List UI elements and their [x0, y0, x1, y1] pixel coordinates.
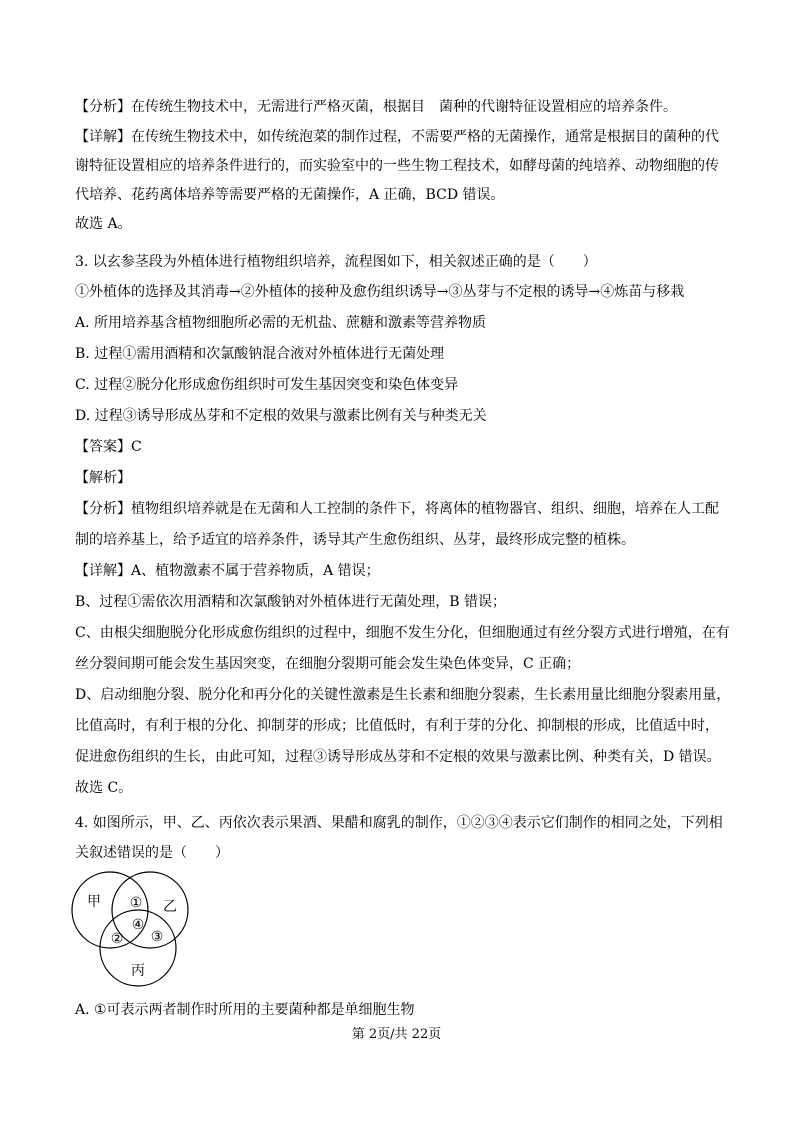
q2-analysis: 【分析】在传统生物技术中，无需进行严格灭菌，根据目 菌种的代谢特征设置相应的培养条件。	[75, 99, 677, 115]
q3-detail-line-7: 促进愈伤组织的生长，由此可知，过程③诱导形成丛芽和不定根的效果与激素比例、种类有关，D 错误。	[75, 749, 721, 765]
q3-answer: 【答案】C	[75, 439, 142, 455]
q3-stem: 3. 以玄参茎段为外植体进行植物组织培养，流程图如下，相关叙述正确的是（ ）	[75, 254, 597, 270]
venn-region-2: ②	[110, 931, 124, 947]
q3-detail-line-3: C、由根尖细胞脱分化形成愈伤组织的过程中，细胞不发生分化，但细胞通过有丝分裂方式进行增殖，在有	[75, 625, 730, 641]
q4-option-a: A. ①可表示两者制作时所用的主要菌种都是单细胞生物	[75, 1002, 415, 1018]
q3-detail-line-6: 比值高时，有利于根的分化、抑制芽的形成；比值低时，有利于芽的分化、抑制根的形成，比值适中时，	[75, 718, 719, 734]
q3-analysis-line-2: 制的培养基上，给予适宜的培养条件，诱导其产生愈伤组织、丛芽，最终形成完整的植株。	[75, 532, 635, 548]
q3-option-d: D. 过程③诱导形成丛芽和不定根的效果与激素比例有关与种类无关	[75, 408, 487, 424]
q3-explain: 【解析】	[75, 470, 131, 486]
q3-detail-line-1: 【详解】A、植物激素不属于营养物质，A 错误；	[75, 563, 380, 579]
q4-stem-line-1: 4. 如图所示，甲、乙、丙依次表示果酒、果醋和腐乳的制作，①②③④表示它们制作的相同之处，下列相	[75, 815, 723, 831]
q3-detail-line-4: 丝分裂间期可能会发生基因突变，在细胞分裂期可能会发生染色体变异，C 正确；	[75, 656, 581, 672]
q2-detail-line-3: 代培养、花药离体培养等需要严格的无菌操作，A 正确，BCD 错误。	[75, 187, 505, 203]
q3-option-a: A. 所用培养基含植物细胞所必需的无机盐、蔗糖和激素等营养物质	[75, 315, 487, 331]
venn-label-jia: 甲	[87, 894, 101, 910]
q3-option-b: B. 过程①需用酒精和次氯酸钠混合液对外植体进行无菌处理	[75, 346, 445, 362]
q3-choice: 故选 C。	[75, 780, 133, 796]
venn-region-4: ④	[131, 917, 145, 933]
q3-detail-line-2: B、过程①需依次用酒精和次氯酸钠对外植体进行无菌处理，B 错误；	[75, 594, 507, 610]
q3-analysis-line-1: 【分析】植物组织培养就是在无菌和人工控制的条件下，将离体的植物器官、组织、细胞，培养在人工配	[75, 501, 719, 517]
q4-stem-line-2: 关叙述错误的是（ ）	[75, 845, 229, 861]
q2-choice: 故选 A。	[75, 216, 132, 232]
q3-detail-line-5: D、启动细胞分裂、脱分化和再分化的关键性激素是生长素和细胞分裂素，生长素用量比细胞分裂素用量，	[75, 687, 731, 703]
venn-diagram	[70, 868, 190, 988]
q3-option-c: C. 过程②脱分化形成愈伤组织时可发生基因突变和染色体变异	[75, 377, 459, 393]
venn-label-bing: 丙	[131, 963, 145, 979]
venn-region-3: ③	[150, 929, 164, 945]
page-footer: 第 2页/共 22页	[351, 1027, 442, 1042]
q2-detail-line-1: 【详解】在传统生物技术中，如传统泡菜的制作过程，不需要严格的无菌操作，通常是根据目的菌种的代	[75, 129, 719, 145]
q3-flow: ①外植体的选择及其消毒→②外植体的接种及愈伤组织诱导→③丛芽与不定根的诱导→④炼苗与移栽	[75, 284, 685, 300]
venn-label-yi: 乙	[163, 899, 177, 915]
venn-region-1: ①	[129, 895, 143, 911]
q2-detail-line-2: 谢特征设置相应的培养条件进行的，而实验室中的一些生物工程技术，如酵母菌的纯培养、动物细胞的传	[75, 158, 719, 174]
